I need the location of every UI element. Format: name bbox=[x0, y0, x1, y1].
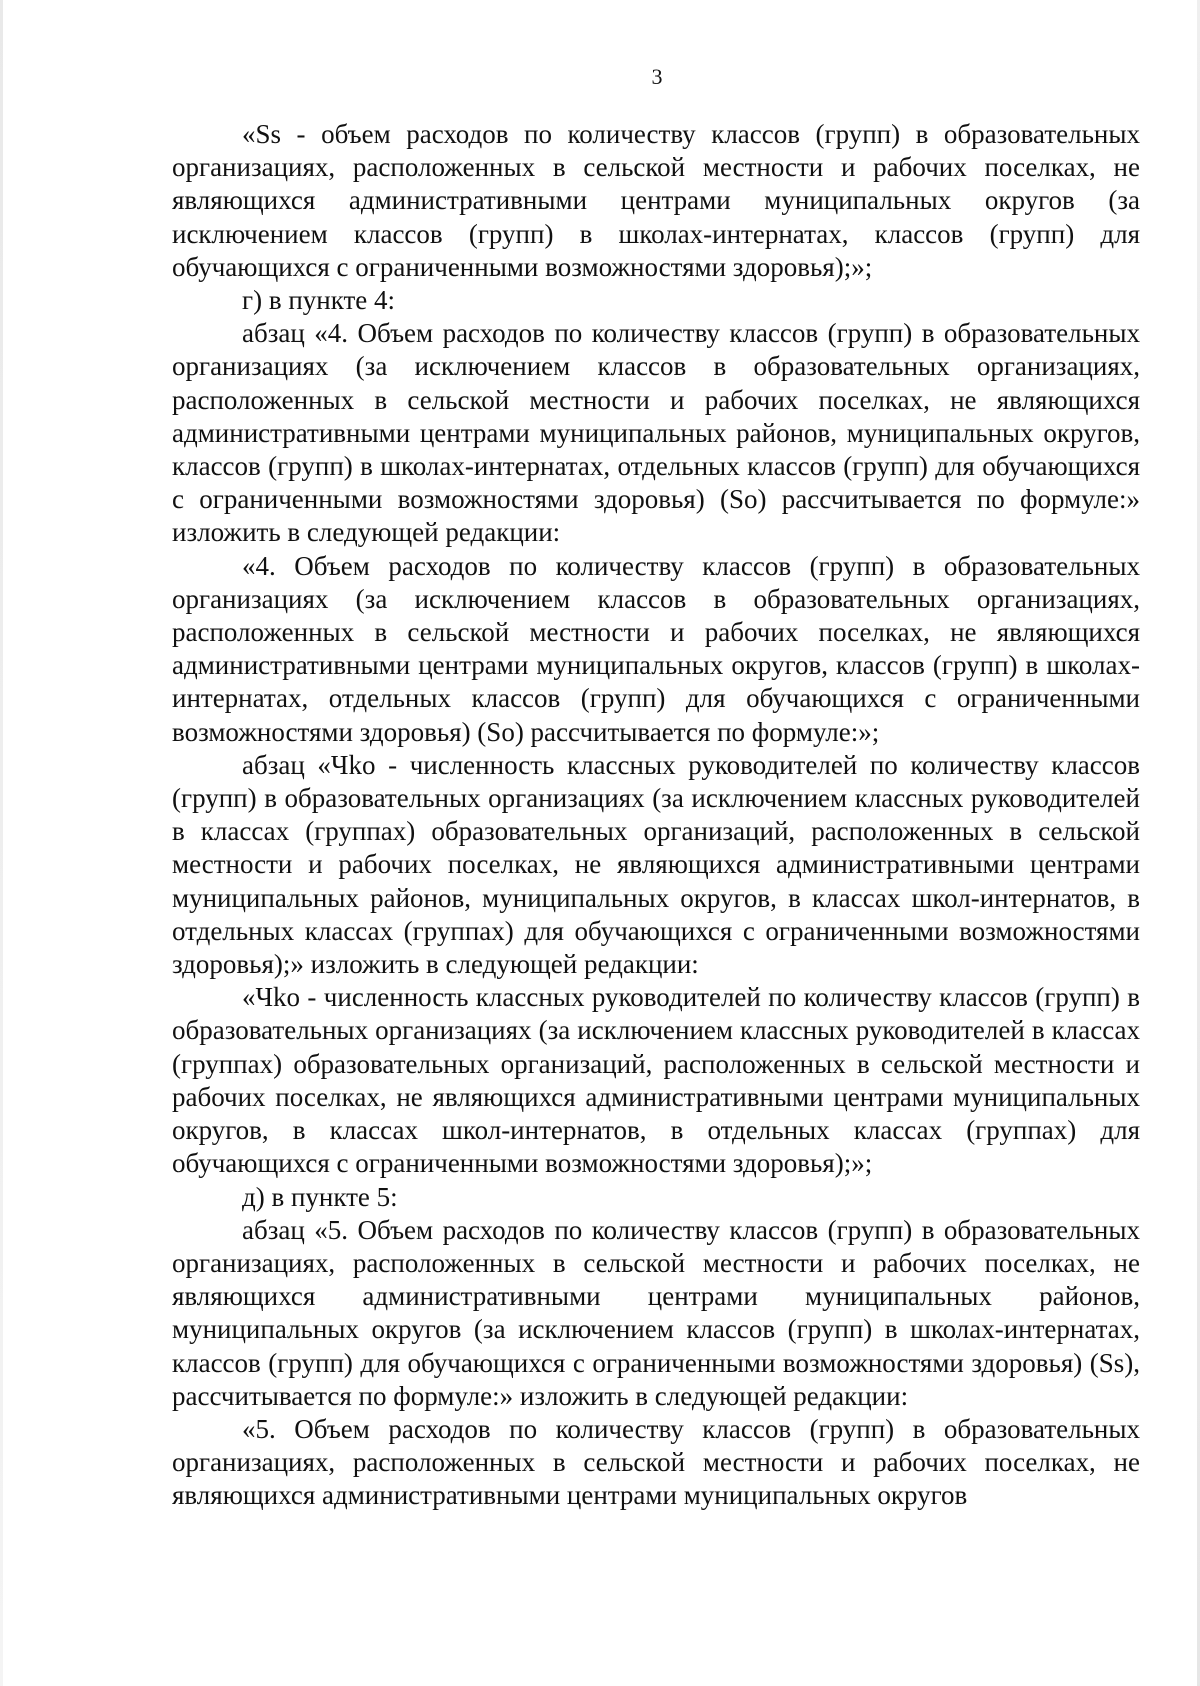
paragraph-old-chko: абзац «Чko - численность классных руководителей по количеству классов (групп) в образовательных организациях (за исключением классных руководителей в классах (группах) образовательных организаций, расположенных в сельской местности и рабочих поселках, не являющихся административными центрами муниципальных районов, муниципальных округов, в классах школ-интернатов, в отдельных классах (группах) для обучающихся с ограниченными возможностями здоровья);» изложить в следующей редакции: bbox=[172, 749, 1140, 980]
page-number: 3 bbox=[651, 64, 663, 89]
paragraph-old-point-4: абзац «4. Объем расходов по количеству классов (групп) в образовательных организациях (за исключением классов в образовательных организациях, расположенных в сельской местности и рабочих поселках, не являющихся административными центрами муниципальных районов, муниципальных округов, классов (групп) в школах-интернатах, отдельных классов (групп) для обучающихся с ограниченными возможностями здоровья) (So) рассчитывается по формуле:» изложить в следующей редакции: bbox=[172, 318, 1140, 548]
paragraph-item-d: д) в пункте 5: bbox=[242, 1181, 398, 1212]
paragraph-new-point-4: «4. Объем расходов по количеству классов (групп) в образовательных организациях (за исключением классов в образовательных организациях, расположенных в сельской местности и рабочих поселках, не являющихся административными центрами муниципальных округов, классов (групп) в школах-интернатах, отдельных классов (групп) для обучающихся с ограниченными возможностями здоровья) (So) рассчитывается по формуле:»; bbox=[172, 550, 1140, 747]
paragraph-ss-definition: «Ss - объем расходов по количеству классов (групп) в образовательных организациях, расположенных в сельской местности и рабочих поселках, не являющихся административными центрами муниципальных округов (за исключением классов (групп) в школах-интернатах, классов (групп) для обучающихся с ограниченными возможностями здоровья);»; bbox=[172, 119, 1140, 282]
paragraph-new-point-5: «5. Объем расходов по количеству классов (групп) в образовательных организациях, расположенных в сельской местности и рабочих поселках, не являющихся административными центрами муниципальных округов bbox=[172, 1413, 1140, 1511]
paragraph-item-g: г) в пункте 4: bbox=[242, 285, 396, 316]
paragraph-old-point-5: абзац «5. Объем расходов по количеству классов (групп) в образовательных организациях, расположенных в сельской местности и рабочих поселках, не являющихся административными центрами муниципальных районов, муниципальных округов (за исключением классов (групп) в школах-интернатах, классов (групп) для обучающихся с ограниченными возможностями здоровья) (Ss), рассчитывается по формуле:» изложить в следующей редакции: bbox=[172, 1214, 1140, 1411]
scan-edge-left bbox=[0, 0, 3, 1686]
paragraph-new-chko: «Чko - численность классных руководителей по количеству классов (групп) в образовательных организациях (за исключением классных руководителей в классах (группах) образовательных организаций, расположенных в сельской местности и рабочих поселках, не являющихся административными центрами муниципальных округов, в классах школ-интернатов, в отдельных классах (группах) для обучающихся с ограниченными возможностями здоровья);»; bbox=[172, 982, 1140, 1179]
document-body bbox=[172, 118, 1140, 1513]
